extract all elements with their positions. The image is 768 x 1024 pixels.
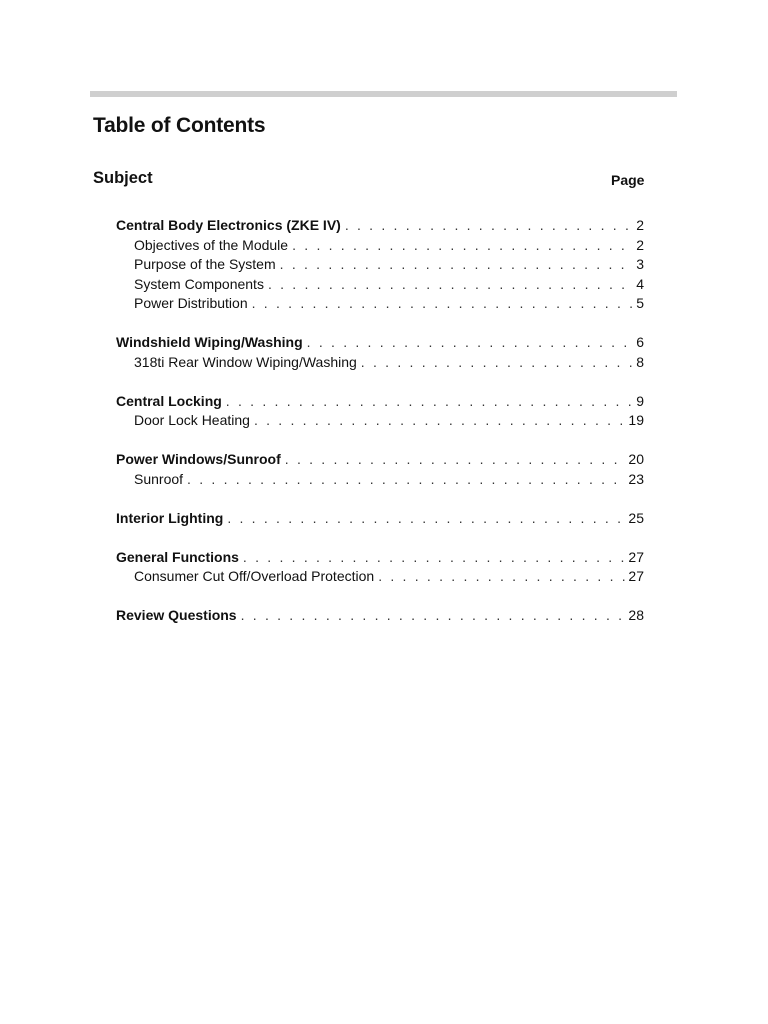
toc-subentry bbox=[116, 236, 644, 256]
toc-subentry-page-number: 2 bbox=[636, 236, 644, 253]
toc-section bbox=[116, 450, 644, 489]
toc-entry-page-number: 20 bbox=[628, 451, 644, 467]
toc-entry bbox=[116, 548, 644, 568]
toc-section bbox=[116, 509, 644, 529]
toc-subentry-title: Door Lock Heating bbox=[134, 412, 250, 428]
dot-leader bbox=[280, 255, 635, 275]
dot-leader bbox=[254, 411, 626, 431]
dot-leader bbox=[292, 236, 634, 256]
toc-subentry-title: Power Distribution bbox=[134, 295, 248, 311]
page-column-header: Page bbox=[611, 172, 645, 188]
toc-entry-title: Review Questions bbox=[116, 607, 237, 623]
page-title: Table of Contents bbox=[93, 114, 266, 137]
dot-leader bbox=[378, 567, 626, 587]
toc-subentry bbox=[116, 255, 644, 275]
dot-leader bbox=[187, 470, 626, 490]
toc-entry bbox=[116, 333, 644, 353]
toc-subentry-page-number: 8 bbox=[636, 353, 644, 370]
toc-entry bbox=[116, 450, 644, 470]
toc-entry bbox=[116, 216, 644, 236]
toc-subentry-title: Sunroof bbox=[134, 470, 184, 487]
toc-entry-page-number: 27 bbox=[628, 548, 644, 565]
toc-entry-title: Power Windows/Sunroof bbox=[116, 451, 281, 467]
toc-section bbox=[116, 548, 644, 587]
toc-section bbox=[116, 392, 644, 431]
toc-entry-page-number: 28 bbox=[628, 607, 644, 623]
toc-subentry bbox=[116, 353, 644, 373]
dot-leader bbox=[227, 509, 626, 529]
toc-entry-title: Interior Lighting bbox=[116, 509, 224, 526]
dot-leader bbox=[243, 548, 627, 568]
dot-leader bbox=[345, 216, 634, 236]
table-of-contents bbox=[116, 216, 644, 645]
toc-subentry-page-number: 27 bbox=[628, 568, 644, 584]
toc-entry bbox=[116, 392, 644, 412]
toc-entry-page-number: 25 bbox=[628, 509, 644, 526]
toc-subentry bbox=[116, 470, 644, 490]
toc-subentry bbox=[116, 275, 644, 295]
toc-subentry bbox=[116, 411, 644, 431]
dot-leader bbox=[307, 333, 635, 353]
toc-entry-page-number: 2 bbox=[636, 217, 644, 233]
toc-section bbox=[116, 606, 644, 626]
toc-entry-title: Central Body Electronics (ZKE IV) bbox=[116, 217, 341, 233]
toc-subentry-title: 318ti Rear Window Wiping/Washing bbox=[134, 353, 357, 370]
toc-subentry-page-number: 5 bbox=[636, 295, 644, 311]
toc-subentry-title: System Components bbox=[134, 275, 264, 292]
toc-subentry bbox=[116, 294, 644, 314]
toc-subentry-title: Purpose of the System bbox=[134, 256, 276, 272]
dot-leader bbox=[268, 275, 634, 295]
toc-entry bbox=[116, 606, 644, 626]
toc-entry-title: Windshield Wiping/Washing bbox=[116, 334, 303, 350]
dot-leader bbox=[361, 353, 634, 373]
dot-leader bbox=[252, 294, 635, 314]
toc-subentry-page-number: 4 bbox=[636, 275, 644, 292]
toc-subentry-page-number: 3 bbox=[636, 256, 644, 272]
toc-entry-title: General Functions bbox=[116, 548, 239, 565]
toc-subentry-page-number: 19 bbox=[628, 412, 644, 428]
toc-entry-page-number: 9 bbox=[636, 392, 644, 409]
toc-entry-page-number: 6 bbox=[636, 334, 644, 350]
subject-column-header: Subject bbox=[93, 169, 153, 187]
toc-section bbox=[116, 333, 644, 372]
header-rule bbox=[90, 91, 677, 97]
dot-leader bbox=[226, 392, 634, 412]
dot-leader bbox=[285, 450, 627, 470]
toc-entry bbox=[116, 509, 644, 529]
dot-leader bbox=[241, 606, 627, 626]
toc-entry-title: Central Locking bbox=[116, 392, 222, 409]
toc-subentry bbox=[116, 567, 644, 587]
toc-section bbox=[116, 216, 644, 314]
toc-subentry-title: Objectives of the Module bbox=[134, 236, 289, 253]
toc-subentry-page-number: 23 bbox=[628, 470, 644, 487]
toc-subentry-title: Consumer Cut Off/Overload Protection bbox=[134, 568, 375, 584]
